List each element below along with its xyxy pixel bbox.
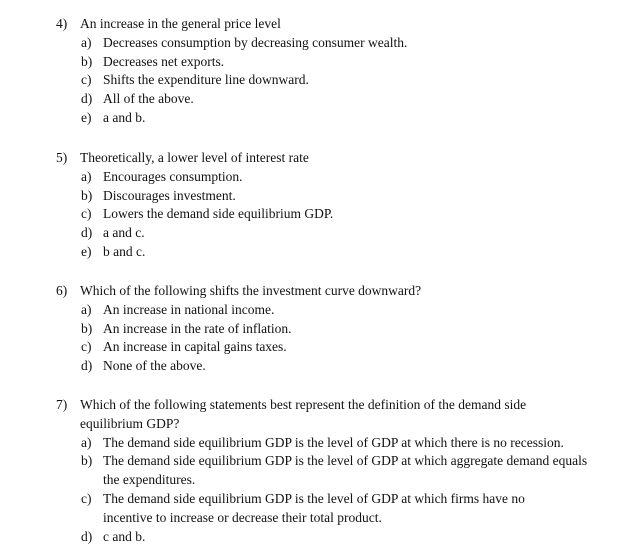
question-number: 5) [56,150,68,165]
option-label: a) [81,168,92,184]
option-label: b) [81,320,93,336]
answer-option-e [0,243,603,262]
question-text: Theoretically, a lower level of interest rate [80,150,309,165]
answer-option-c [0,490,573,528]
answer-option-d [0,90,603,109]
option-label: b) [81,53,93,69]
question-text: An increase in the general price level [80,16,281,31]
answer-option-c [0,71,603,90]
question-6 [0,282,630,376]
question-text: Which of the following statements best represent the definition of the demand side equilibrium GDP? [80,397,527,431]
option-text: c and b. [103,528,146,544]
option-label: d) [81,91,93,107]
option-text: a and c. [103,225,145,241]
option-text: Decreases net exports. [103,53,225,69]
option-text: The demand side equilibrium GDP is the level of GDP at which there is no recession. [103,434,564,450]
answer-option-a [0,168,603,187]
answer-option-b [0,320,603,339]
question-stem [0,282,580,301]
option-label: a) [81,434,92,450]
answer-option-b [0,187,603,206]
question-text: Which of the following shifts the investment curve downward? [80,283,422,298]
option-label: c) [81,206,92,222]
option-text: Shifts the expenditure line downward. [103,72,309,88]
question-7 [0,396,630,546]
question-4 [0,15,630,128]
option-label: d) [81,358,93,374]
answer-option-c [0,338,603,357]
option-text: The demand side equilibrium GDP is the level of GDP at which aggregate demand equals the expenditures. [103,453,588,488]
option-label: c) [81,490,92,506]
option-label: d) [81,528,93,544]
answer-option-a [0,34,603,53]
question-stem [0,15,580,34]
option-text: None of the above. [103,358,206,374]
answer-option-c [0,205,603,224]
option-label: a) [81,301,92,317]
option-text: All of the above. [103,91,194,107]
answer-option-a [0,434,623,453]
question-number: 4) [56,16,68,31]
question-stem [0,149,580,168]
question-number: 7) [56,397,68,412]
option-text: Decreases consumption by decreasing consumer wealth. [103,34,408,50]
question-stem [0,396,580,434]
option-text: An increase in capital gains taxes. [103,339,287,355]
option-label: c) [81,339,92,355]
answer-option-d [0,224,603,243]
option-text: b and c. [103,243,146,259]
option-label: c) [81,72,92,88]
question-5 [0,149,630,262]
option-text: Lowers the demand side equilibrium GDP. [103,206,334,222]
option-text: Discourages investment. [103,187,236,203]
option-text: a and b. [103,109,146,125]
option-text: The demand side equilibrium GDP is the level of GDP at which firms have no incentive to increase or decrease their total product. [103,490,525,525]
answer-option-b [0,53,603,72]
option-label: e) [81,109,92,125]
answer-option-a [0,301,603,320]
answer-option-e [0,109,603,128]
option-label: b) [81,453,93,469]
option-label: e) [81,243,92,259]
option-label: d) [81,225,93,241]
question-number: 6) [56,283,68,298]
option-label: a) [81,34,92,50]
option-label: b) [81,187,93,203]
option-text: Encourages consumption. [103,168,243,184]
option-text: An increase in the rate of inflation. [103,320,292,336]
answer-option-d [0,528,603,547]
answer-option-b [0,452,603,490]
option-text: An increase in national income. [103,301,275,317]
answer-option-d [0,357,603,376]
